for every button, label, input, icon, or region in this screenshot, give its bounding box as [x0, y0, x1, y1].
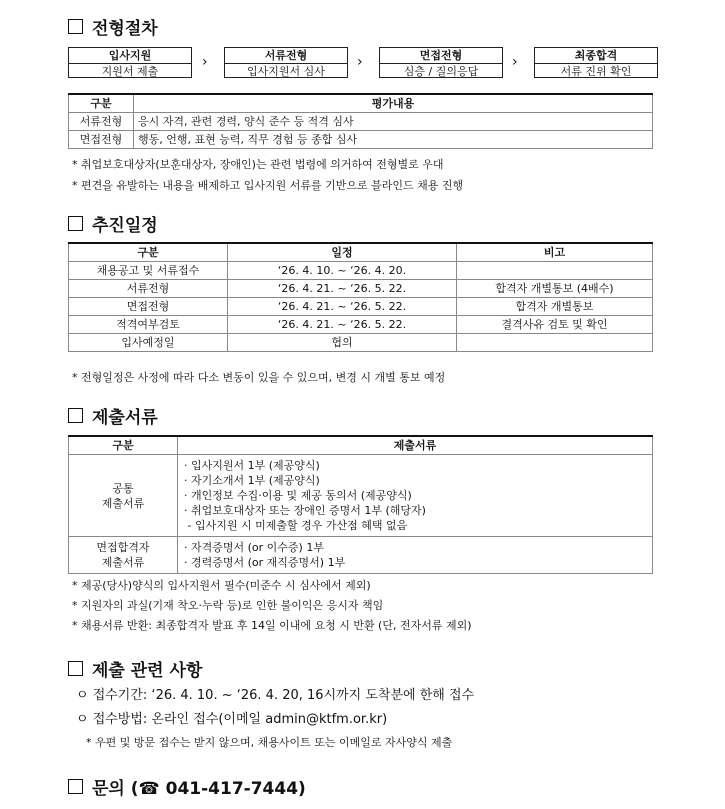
flow-step-document: 서류전형 입사지원서 심사: [224, 47, 348, 78]
table-row: 채용공고 및 서류접수 ‘26. 4. 10. ~ ‘26. 4. 20.: [69, 262, 653, 280]
note: * 취업보호대상자(보훈대상자, 장애인)는 관련 법령에 의거하여 전형별로 우대: [72, 158, 444, 171]
checkbox-square-icon: [68, 19, 83, 34]
chevron-right-icon: ›: [202, 54, 208, 70]
interview-docs-label: 면접합격자 제출서류: [69, 537, 178, 574]
table-row: 서류전형 응시 자격, 관련 경력, 양식 준수 등 적격 심사: [69, 113, 653, 131]
submission-period: ㅇ 접수기간: ‘26. 4. 10. ~ ‘26. 4. 20, 16시까지 도착분에 한해 접수: [76, 688, 475, 703]
table-header: 구분: [69, 94, 134, 113]
note: * 우편 및 방문 접수는 받지 않으며, 채용사이트 또는 이메일로 자사양식 제출: [86, 736, 453, 749]
list-item: · 입사지원서 1부 (제공양식): [184, 459, 320, 472]
chevron-right-icon: ›: [357, 54, 363, 70]
table-header: 구분: [69, 243, 228, 262]
list-item: · 자기소개서 1부 (제공양식): [184, 474, 320, 487]
checkbox-square-icon: [68, 661, 83, 676]
flow-step-final: 최종합격 서류 진위 확인: [534, 47, 658, 78]
table-header: 구분: [69, 436, 178, 455]
note: * 지원자의 과실(기재 착오·누락 등)로 인한 불이익은 응시자 책임: [72, 599, 384, 612]
note: * 편견을 유발하는 내용을 배제하고 입사지원 서류를 기반으로 블라인드 채용 진행: [72, 179, 464, 192]
section-title-submission: 제출 관련 사항: [68, 656, 202, 681]
table-row: [69, 455, 653, 537]
checkbox-square-icon: [68, 779, 83, 794]
schedule-table: [68, 242, 653, 352]
interview-docs-list: [178, 537, 653, 574]
note: * 제공(당사)양식의 입사지원서 필수(미준수 시 심사에서 제외): [72, 579, 371, 592]
checkbox-square-icon: [68, 408, 83, 423]
table-header: 제출서류: [178, 436, 653, 455]
checkbox-square-icon: [68, 216, 83, 231]
table-header: 비고: [457, 243, 653, 262]
note: * 전형일정은 사정에 따라 다소 변동이 있을 수 있으며, 변경 시 개별 통보 예정: [72, 371, 446, 384]
list-item: · 경력증명서 (or 재직증명서) 1부: [184, 556, 346, 569]
table-row: 면접전형 ‘26. 4. 21. ~ ‘26. 5. 22. 합격자 개별통보: [69, 298, 653, 316]
section-title-documents: 제출서류: [68, 403, 158, 428]
chevron-right-icon: ›: [512, 54, 518, 70]
submission-method: ㅇ 접수방법: 온라인 접수(이메일 admin@ktfm.or.kr): [76, 712, 388, 727]
common-docs-label: 공통 제출서류: [69, 455, 178, 537]
table-row: 서류전형 ‘26. 4. 21. ~ ‘26. 5. 22. 합격자 개별통보 (4배수): [69, 280, 653, 298]
table-row: 면접전형 행동, 언행, 표현 능력, 직무 경험 등 종합 심사: [69, 131, 653, 149]
list-item: · 자격증명서 (or 이수증) 1부: [184, 541, 324, 554]
table-row: 적격여부검토 ‘26. 4. 21. ~ ‘26. 5. 22. 결격사유 검토 및 확인: [69, 316, 653, 334]
procedure-flow: [68, 47, 658, 81]
evaluation-table: [68, 93, 653, 149]
note: * 채용서류 반환: 최종합격자 발표 후 14일 이내에 요청 시 반환 (단, 전자서류 제외): [72, 619, 472, 632]
table-row: [69, 537, 653, 574]
list-item: · 취업보호대상자 또는 장애인 증명서 1부 (해당자): [184, 504, 426, 517]
list-item: · 개인정보 수집·이용 및 제공 동의서 (제공양식): [184, 489, 412, 502]
section-title-contact: 문의 (☎ 041-417-7444): [68, 774, 306, 799]
section-title-schedule: 추진일정: [68, 211, 158, 236]
table-row: 입사예정일 협의: [69, 334, 653, 352]
table-header: 평가내용: [134, 94, 653, 113]
list-item: - 입사지원 시 미제출할 경우 가산점 혜택 없음: [184, 519, 408, 532]
flow-step-interview: 면접전형 심층 / 질의응답: [379, 47, 503, 78]
table-header: 일정: [228, 243, 457, 262]
flow-step-apply: 입사지원 지원서 제출: [68, 47, 192, 78]
documents-table: [68, 435, 653, 574]
common-docs-list: [178, 455, 653, 537]
section-title-procedure: 전형절차: [68, 14, 158, 39]
